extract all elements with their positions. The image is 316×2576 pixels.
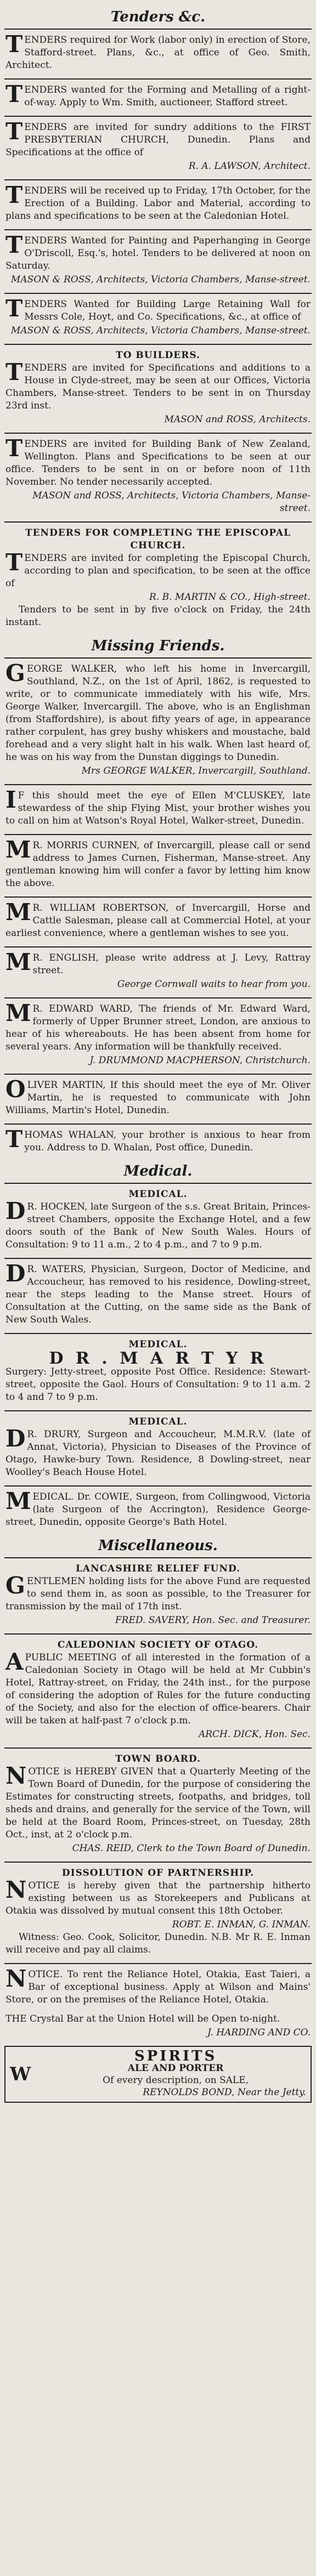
tender-notice	[4, 436, 312, 519]
divider	[4, 834, 312, 835]
notice-signature: ROBT. E. INMAN, G. INMAN.	[172, 1919, 311, 1930]
spirits-advertisement	[4, 2046, 312, 2103]
tender-notice	[4, 525, 312, 633]
notice-body	[5, 1965, 311, 2006]
notice-text: ENTLEMEN holding lists for the above Fund are requested to send them in, as soon as possible, to the Treasurer for transmission by the mail of 17th inst.	[5, 1576, 311, 1612]
misc-notice	[4, 1966, 312, 2011]
notice-text: R. WILLIAM ROBERTSON, of Invercargill, Horse and Cattle Salesman, please call at Commercial Hotel, at your earliest convenience, where a gentleman wishes to see you.	[5, 903, 311, 939]
notice-body	[5, 181, 311, 223]
notice-body	[5, 81, 311, 109]
divider	[4, 1074, 312, 1075]
ad-heading: SPIRITS	[134, 2048, 217, 2064]
divider	[4, 1485, 312, 1486]
tender-notice	[4, 119, 312, 177]
divider	[4, 784, 312, 785]
notice-text: F this should meet the eye of Ellen M'CLUSKEY, late stewardess of the ship Flying Mist, your brother wishes you to call on him at Watson's Royal Hotel, Walker-street, Dunedin.	[5, 790, 311, 826]
notice-body	[5, 949, 311, 977]
notice-body	[5, 660, 311, 764]
divider	[4, 29, 312, 30]
divider	[4, 229, 312, 230]
drop-cap: D	[5, 1260, 26, 1287]
medical-notice	[4, 1336, 312, 1408]
notice-footnote: Witness: Geo. Cook, Solicitor, Dunedin. N.B. Mr R. E. Inman will receive and pay all claims.	[5, 1932, 311, 1955]
notice-signature: J. DRUMMOND MACPHERSON, Christchurch.	[89, 1055, 311, 1066]
ad-line: ALE AND PORTER	[127, 2063, 224, 2074]
notice-body	[5, 549, 311, 590]
notice-title: TO BUILDERS.	[116, 350, 200, 361]
notice-title: MEDICAL.	[128, 1189, 188, 1200]
drop-cap: I	[5, 786, 16, 813]
notice-title: MEDICAL.	[128, 1339, 188, 1350]
drop-cap: T	[5, 118, 23, 145]
notice-text: R. DRURY, Surgeon and Accoucheur, M.M.R.V. (late of Annat, Victoria), Physician to Diseases of the Province of Otago, Hawke-bury Town. Residence, 8 Dowling-street, near Woolley's Beach House Hotel.	[5, 1429, 311, 1478]
notice-body	[5, 836, 311, 890]
missing-friend-notice	[4, 837, 312, 894]
medical-notice	[4, 1186, 312, 1256]
notice-name: D R . M A R T Y R	[49, 1349, 267, 1368]
notice-body	[5, 1572, 311, 1613]
drop-cap: G	[5, 1572, 25, 1599]
notice-text: PUBLIC MEETING of all interested in the formation of a Caledonian Society in Otago will be held at Mr Cubbin's Hotel, Rattray-street, on Friday, the 24th inst., for the purpose of considering the adoption of Rules for the future conducting of the Society, and also for the election of office-bearers. Chair will be taken at half-past 7 o'clock p.m.	[5, 1652, 311, 1726]
notice-body	[5, 435, 311, 489]
medical-notice	[4, 1489, 312, 1533]
notice-body	[5, 1260, 311, 1326]
notice-body	[5, 1198, 311, 1251]
notice-body	[5, 31, 311, 72]
notice-title: MEDICAL.	[128, 1416, 188, 1427]
missing-friends-list	[4, 661, 312, 1159]
section-heading-miscellaneous: Miscellaneous.	[98, 1537, 218, 1554]
section-heading-missing-friends: Missing Friends.	[91, 638, 225, 654]
notice-text: EORGE WALKER, who left his home in Invercargill, Southland, N.Z., on the 1st of April, 1862, is requested to write, or to communicate immediately with his wife, Mrs. George Walker, Invercargill. The above, who is an Englishman (from Staffordshire), is about fifty years of age, in appearance rather corpulent, has grey bushy whiskers and moustache, bald forehead and a very slight halt in his walk. When last heard of, he was on his way from the Dunstan diggings to Dunedin.	[5, 663, 311, 763]
tender-notice	[4, 183, 312, 227]
tender-notice	[4, 82, 312, 114]
drop-cap: A	[5, 1648, 24, 1675]
notice-body	[5, 1366, 311, 1404]
drop-cap: M	[5, 899, 31, 926]
notice-signature: MASON & ROSS, Architects, Victoria Chambers, Manse-street.	[10, 325, 311, 336]
drop-cap: N	[5, 1876, 27, 1903]
divider	[4, 179, 312, 180]
divider	[4, 1124, 312, 1125]
drop-cap: T	[5, 359, 23, 385]
drop-cap: N	[5, 1965, 27, 1992]
ad-initial: W	[10, 2063, 38, 2085]
divider	[4, 946, 312, 947]
drop-cap: N	[5, 1762, 27, 1789]
notice-title: TENDERS FOR COMPLETING THE EPISCOPAL CHURCH.	[25, 527, 291, 551]
drop-cap: T	[5, 1126, 23, 1153]
drop-cap: T	[5, 435, 23, 462]
drop-cap: G	[5, 660, 25, 686]
notice-body	[5, 1876, 311, 1917]
notice-body	[5, 1126, 311, 1154]
divider	[4, 1557, 312, 1558]
notice-text: R. EDWARD WARD, The friends of Mr. Edward Ward, formerly of Upper Brunner street, London, are anxious to hear of his whereabouts. He has been absent from home for several years. Any information will be thankfully received.	[5, 1003, 311, 1052]
divider	[4, 521, 312, 523]
notice-signature: George Cornwall waits to hear from you.	[117, 979, 311, 990]
notice-text: LIVER MARTIN, If this should meet the eye of Mr. Oliver Martin, he is requested to communicate with John Williams, Martin's Hotel, Dunedin.	[5, 1080, 311, 1116]
ad-line: Of every description, on SALE,	[103, 2075, 249, 2086]
notice-signature: CHAS. REID, Clerk to the Town Board of Dunedin.	[72, 1843, 311, 1854]
notice-text: ENDERS are invited for completing the Episcopal Church, according to plan and specification, to be seen at the office of	[5, 553, 311, 589]
notice-text: ENDERS required for Work (labor only) in erection of Store, Stafford-street. Plans, &c., at office of Geo. Smith, Architect.	[5, 35, 311, 71]
drop-cap: D	[5, 1198, 26, 1224]
drop-cap: M	[5, 949, 31, 975]
notice-title: LANCASHIRE RELIEF FUND.	[75, 1563, 241, 1574]
missing-friend-notice	[4, 900, 312, 944]
notice-text: ENDERS are invited for sundry additions to the FIRST PRESBYTERIAN CHURCH, Dunedin. Plans and Specifications at the office of	[5, 122, 311, 158]
missing-friend-notice	[4, 661, 312, 782]
section-heading-tenders: Tenders &c.	[110, 9, 206, 25]
notice-footnote: Tenders to be sent in by five o'clock on Friday, the 24th instant.	[5, 604, 311, 628]
drop-cap: T	[5, 81, 23, 107]
notice-title: DISSOLUTION OF PARTNERSHIP.	[61, 1868, 255, 1879]
divider	[4, 1333, 312, 1334]
notice-text: R. MORRIS CURNEN, of Invercargill, please call or send address to James Curnen, Fisherman, Manse-street. Any gentleman knowing him will confer a favor by letting him know the above.	[5, 840, 311, 889]
misc-notice	[4, 1865, 312, 1961]
notice-text: EDICAL. Dr. COWIE, Surgeon, from Collingwood, Victoria (late Surgeon of the Accrington), Residence George-street, Dunedin, opposite George's Bath Hotel.	[5, 1491, 311, 1528]
notice-text: ENDERS Wanted for Building Large Retaining Wall for Messrs Cole, Hoyt, and Co. Specifications, &c., at office of	[24, 299, 311, 322]
notice-signature: R. A. LAWSON, Architect.	[188, 161, 311, 172]
divider	[4, 433, 312, 434]
divider	[4, 344, 312, 345]
notice-signature: Mrs GEORGE WALKER, Invercargill, Southland.	[81, 765, 311, 776]
drop-cap: T	[5, 295, 23, 322]
tender-notice	[4, 347, 312, 430]
notice-text: ENDERS are invited for Building Bank of New Zealand, Wellington. Plans and Specifications to be seen at our office. Tenders to be sent in on or before noon of 11th November. No tender necessarily accepted.	[5, 439, 311, 487]
notice-signature: MASON and ROSS, Architects, Victoria Chambers, Manse-street.	[32, 490, 311, 514]
misc-notice	[4, 1637, 312, 1745]
notice-body	[5, 359, 311, 412]
tender-notice	[4, 232, 312, 291]
newspaper-page	[4, 0, 312, 2103]
crystal-bar-notice	[4, 2011, 312, 2044]
medical-notice	[4, 1414, 312, 1483]
missing-friend-notice	[4, 1127, 312, 1159]
divider	[4, 997, 312, 998]
divider	[4, 897, 312, 898]
drop-cap: T	[5, 181, 23, 208]
misc-notice	[4, 1751, 312, 1859]
divider	[4, 1633, 312, 1635]
notice-text: R. WATERS, Physician, Surgeon, Doctor of Medicine, and Accoucheur, has removed to his residence, Dowling-street, near the steps leading to the Manse street. Hours of Consultation at the Cutting, on the same side as the Bank of New South Wales.	[5, 1264, 311, 1325]
notice-text: R. ENGLISH, please write address at J. Levy, Rattray street.	[32, 952, 311, 976]
notice-body	[5, 1000, 311, 1053]
notice-signature: ARCH. DICK, Hon. Sec.	[198, 1729, 311, 1740]
missing-friend-notice	[4, 1077, 312, 1121]
notice-text: Surgery: Jetty-street, opposite Post Office. Residence: Stewart-street, opposite the Gaol. Hours of Consultation: 9 to 11 a.m. 2 to 4 and 7 to 9 p.m.	[5, 1366, 311, 1403]
drop-cap: M	[5, 1000, 31, 1026]
notice-text: R. HOCKEN, late Surgeon of the s.s. Great Britain, Princes-street Chambers, opposite the Exchange Hotel, and a few doors south of the Bank of New South Wales. Hours of Consultation: 9 to 11 a.m., 2 to 4 p.m., and 7 to 9 p.m.	[5, 1201, 311, 1250]
notice-signature: R. B. MARTIN & CO., High-street.	[149, 592, 311, 603]
divider	[4, 293, 312, 294]
notice-body	[5, 1762, 311, 1841]
notice-text: ENDERS will be received up to Friday, 17th October, for the Erection of a Building. Labor and Material, according to plans and specifications to be seen at the Caledonian Hotel.	[5, 185, 311, 222]
notice-signature: J. HARDING AND CO.	[207, 2027, 311, 2038]
tender-notice	[4, 32, 312, 76]
notice-text: ENDERS wanted for the Forming and Metalling of a right-of-way. Apply to Wm. Smith, auctioneer, Stafford street.	[24, 84, 311, 108]
divider	[4, 657, 312, 659]
divider	[4, 116, 312, 117]
notice-signature: FRED. SAVERY, Hon. Sec. and Treasurer.	[115, 1615, 311, 1626]
drop-cap: T	[5, 231, 23, 258]
notice-body	[5, 295, 311, 324]
missing-friend-notice	[4, 950, 312, 995]
tender-notice	[4, 296, 312, 342]
divider	[4, 1258, 312, 1259]
notice-text: OTICE is HEREBY GIVEN that a Quarterly Meeting of the Town Board of Dunedin, for the purpose of considering the Estimates for constructing streets, footpaths, and bridges, toll sheds and drains, and generally for the service of the Town, will be held at the Board Room, Princes-street, on Tuesday, 28th Oct., inst, at 2 o'clock p.m.	[5, 1766, 311, 1840]
drop-cap: M	[5, 1488, 31, 1514]
divider	[4, 78, 312, 80]
notice-text: OTICE is hereby given that the partnership hitherto existing between us as Storekeepers and Publicans at Otakia was dissolved by mutual consent this 18th October.	[5, 1880, 311, 1916]
notice-signature: MASON and ROSS, Architects.	[164, 414, 311, 425]
notice-text: ENDERS are invited for Specifications and additions to a House in Clyde-street, may be seen at our Offices, Victoria Chambers, Manse-street. Tenders to be sent in on Thursday 23rd inst.	[5, 362, 311, 411]
notice-body	[5, 899, 311, 940]
tenders-list	[4, 32, 312, 633]
drop-cap: M	[5, 836, 31, 863]
notice-body	[5, 231, 311, 273]
miscellaneous-list	[4, 1561, 312, 2011]
drop-cap: D	[5, 1425, 26, 1452]
notice-body	[5, 118, 311, 159]
notice-body	[5, 1488, 311, 1529]
notice-text: HOMAS WHALAN, your brother is anxious to hear from you. Address to D. Whalan, Post office, Dunedin.	[24, 1130, 311, 1153]
notice-title: TOWN BOARD.	[115, 1754, 201, 1764]
ad-line: REYNOLDS BOND, Near the Jetty.	[143, 2087, 306, 2098]
notice-text: OTICE. To rent the Reliance Hotel, Otakia, East Taieri, a Bar of exceptional business. Apply at Wilson and Mains' Store, or on the premises of the Reliance Hotel, Otakia.	[5, 1969, 311, 2005]
notice-body	[5, 1425, 311, 1479]
drop-cap: T	[5, 549, 23, 576]
medical-notice	[4, 1261, 312, 1331]
misc-notice	[4, 1561, 312, 1631]
notice-body	[5, 1076, 311, 1117]
notice-title: CALEDONIAN SOCIETY OF OTAGO.	[57, 1639, 259, 1650]
notice-text: THE Crystal Bar at the Union Hotel will be Open to-night.	[5, 2013, 280, 2024]
divider	[4, 1963, 312, 1964]
notice-signature: MASON & ROSS, Architects, Victoria Chambers, Manse-street.	[10, 274, 311, 285]
missing-friend-notice	[4, 1001, 312, 1071]
medical-list	[4, 1186, 312, 1533]
notice-body	[5, 1648, 311, 1727]
divider	[4, 1410, 312, 1411]
missing-friend-notice	[4, 787, 312, 832]
drop-cap: O	[5, 1076, 26, 1103]
divider	[4, 1862, 312, 1863]
notice-text: ENDERS Wanted for Painting and Paperhanging in George O'Driscoll, Esq.'s, hotel. Tenders to be delivered at noon on Saturday.	[5, 235, 311, 271]
notice-body	[5, 786, 311, 827]
divider	[4, 1747, 312, 1749]
divider	[4, 1183, 312, 1184]
section-heading-medical: Medical.	[123, 1163, 193, 1179]
drop-cap: T	[5, 31, 23, 58]
